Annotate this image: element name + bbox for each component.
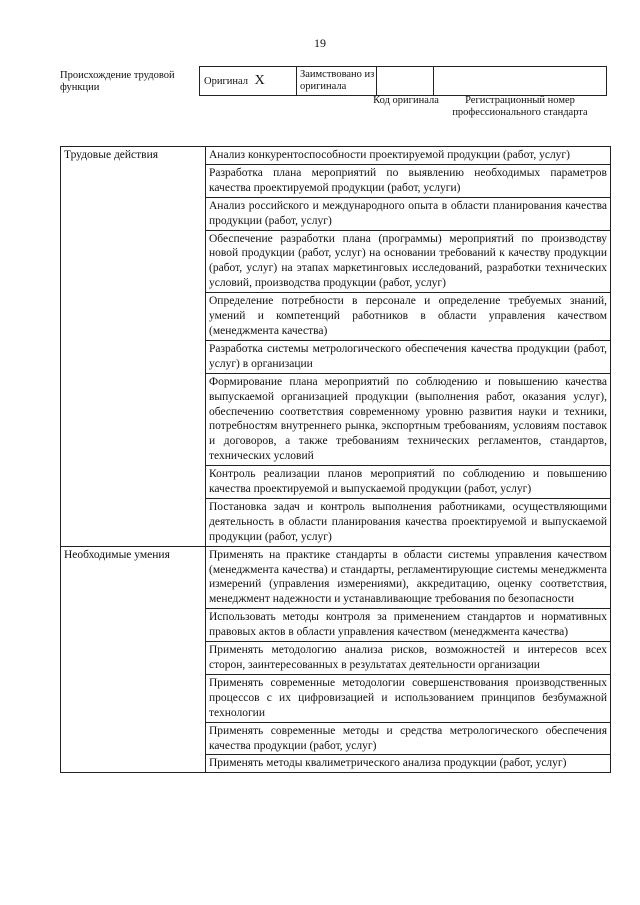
- list-item: Применять современные методы и средства метрологического обеспечения качества продукции (работ, услуг): [206, 723, 610, 756]
- functions-table: [60, 146, 611, 773]
- list-item: Применять на практике стандарты в области системы управления качеством (менеджмента качества) и стандарты, регламентирующие системы менеджмента измерений (управления измерениями), аккредитацию, оценку соответствия, менеджмент надежности и устанавливающие требования по безопасности: [206, 547, 610, 610]
- section-label: Трудовые действия: [61, 147, 206, 547]
- list-item: Формирование плана мероприятий по соблюдению и повышению качества выпускаемой организацией продукции (выполнения работ, оказания услуг), обеспечению соответствия современному уровню развития науки и техники, потребностям внутреннего рынка, экспортным требованиям, условиям поставок и договоров, а также требованиям технических регламентов, стандартов, технических условий: [206, 374, 610, 466]
- origin-label: Происхождение трудовой функции: [60, 70, 175, 93]
- borrowed-label: Заимствовано из оригинала: [300, 69, 375, 92]
- list-item: Анализ конкурентоспособности проектируемой продукции (работ, услуг): [206, 147, 610, 165]
- list-item: Постановка задач и контроль выполнения работниками, осуществляющими деятельность в области планирования качества проектируемой и выпускаемой продукции (работ, услуг): [209, 500, 607, 543]
- list-item: Анализ российского и международного опыта в области планирования качества продукции (работ, услуг): [206, 198, 610, 231]
- section-items: [206, 147, 611, 547]
- code-caption: Код оригинала: [373, 95, 439, 106]
- list-item: Обеспечение разработки плана (программы) мероприятий по производству новой продукции (работ, услуг) на основании требований к качеству продукции (работ, услуг) на этапах маркетинговых исследований, разработки технических условий, производства продукции (работ, услуг): [206, 231, 610, 294]
- code-cell: [377, 67, 434, 96]
- section-row-actions: [61, 147, 611, 547]
- registration-caption: Регистрационный номер профессионального стандарта: [452, 95, 588, 118]
- list-item: Разработка системы метрологического обеспечения качества продукции (работ, услуг) в организации: [206, 341, 610, 374]
- original-cell: [200, 67, 297, 96]
- list-item: Применять современные методологии совершенствования производственных процессов с их цифровизацией и использованием принципов безбумажной технологии: [206, 675, 610, 723]
- list-item: Использовать методы контроля за применением стандартов и нормативных правовых актов в области управления качеством (менеджмента качества): [206, 609, 610, 642]
- list-item: Применять методологию анализа рисков, возможностей и интересов всех сторон, заинтересованных в результатах деятельности организации: [206, 642, 610, 675]
- page-number: 19: [314, 36, 326, 50]
- original-label: Оригинал: [204, 76, 248, 87]
- list-item: Контроль реализации планов мероприятий по соблюдению и повышению качества проектируемой и выпускаемой продукции (работ, услуг): [206, 466, 610, 499]
- original-mark: X: [254, 73, 265, 88]
- list-item: Применять методы квалиметрического анализа продукции (работ, услуг): [209, 757, 567, 770]
- section-row-skills: [61, 546, 611, 773]
- borrowed-cell: [297, 67, 377, 96]
- section-items: [206, 546, 611, 773]
- registration-cell: [434, 67, 607, 96]
- list-item: Определение потребности в персонале и определение требуемых знаний, умений и компетенций работников в области управления качеством (менеджмента качества): [206, 293, 610, 341]
- list-item: Разработка плана мероприятий по выявлению необходимых параметров качества проектируемой продукции (работ, услуги): [206, 165, 610, 198]
- origin-table: [199, 66, 607, 96]
- section-label: Необходимые умения: [61, 546, 206, 773]
